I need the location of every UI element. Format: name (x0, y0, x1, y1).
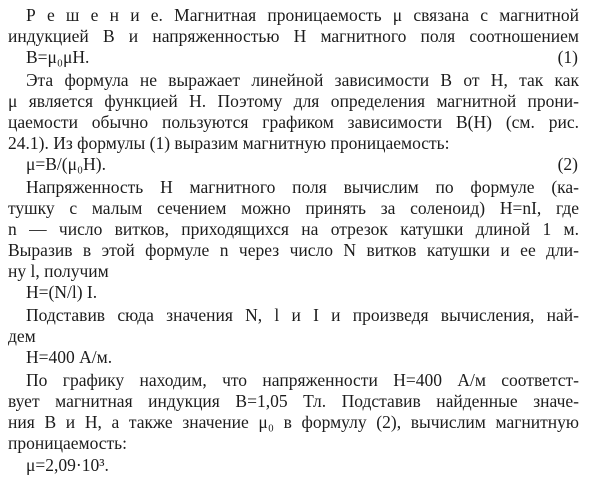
text-line: дем (8, 326, 36, 346)
text-line: По графику находим, что напряженности H=400 А/м соответст- (26, 370, 579, 390)
text-line: ния B и H, а также значение μ₀ в формулу (2), вычислим магнитную (8, 412, 579, 432)
text-line: вует магнитная индукция B=1,05 Тл. Подставив найденные значе- (8, 391, 579, 411)
text-line: Эта формула не выражает линейной зависимости B от H, так как (26, 70, 579, 90)
formula-line: B=μ₀μH. (26, 47, 90, 67)
text-line: Подставив сюда значения N, l и I и произведя вычисления, най- (26, 305, 579, 325)
text-line: проницаемость: (8, 433, 128, 453)
text-line: μ является функцией H. Поэтому для определения магнитной прони- (8, 91, 579, 111)
equation-number: (1) (557, 47, 578, 67)
text-line: Выразив в этой формуле n через число N витков катушки и ее дли- (8, 240, 579, 260)
formula-line: H=(N/l) I. (26, 282, 98, 302)
text-line: индукцией B и напряженностью H магнитного поля соотношением (8, 26, 579, 46)
text-line: Напряженность H магнитного поля вычислим по формуле (ка- (26, 177, 579, 197)
text-line: цаемости обычно пользуются графиком зависимости B(H) (см. рис. (8, 112, 579, 132)
formula-line: μ=B/(μ₀H). (26, 154, 106, 174)
formula-line: μ=2,09·10³. (26, 455, 109, 475)
formula-line: H=400 А/м. (26, 347, 113, 367)
text-line: тушку с малым сечением можно принять за соленоид) H=nI, где (8, 198, 579, 218)
text-line: 24.1). Из формулы (1) выразим магнитную проницаемость: (8, 133, 450, 153)
equation-number: (2) (557, 154, 578, 174)
text-line: n — число витков, приходящихся на отрезок катушки длиной 1 м. (8, 219, 579, 239)
text-line: Р е ш е н и е. Магнитная проницаемость μ связана с магнитной (26, 5, 579, 25)
text-line: ну l, получим (8, 261, 109, 281)
